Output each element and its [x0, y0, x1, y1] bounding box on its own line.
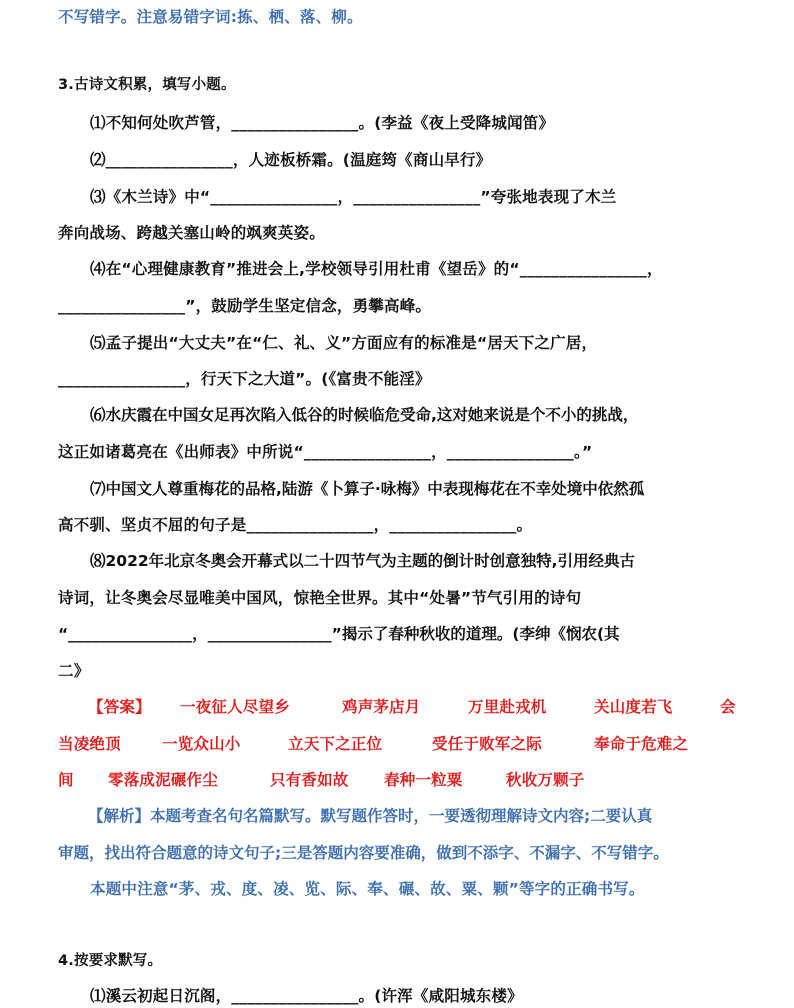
- answer-item: 奉命于危难之: [594, 735, 689, 753]
- answer-item: 鸡声茅店月: [342, 698, 421, 716]
- top-note: 不写错字。注意易错字词:拣、栖、落、柳。: [58, 8, 363, 26]
- answer-label: 【答案】: [88, 698, 151, 716]
- q3-item-7: ⑺中国文人尊重梅花的品格,陆游《卜算子·咏梅》中表现梅花在不幸处境中依然孤: [90, 480, 645, 498]
- answer-item: 春种一粒粟: [384, 771, 463, 789]
- q3-item-8-cont: 诗词，让冬奥会尽显唯美中国风，惊艳全世界。其中“处暑”节气引用的诗句: [58, 589, 582, 607]
- answer-row-1: [88, 696, 778, 718]
- q4-item-1: ⑴溪云初起日沉阁，________________。(许浑《咸阳城东楼》: [90, 987, 523, 1005]
- answer-item: 一览众山小: [162, 735, 241, 753]
- answer-item: 关山度若飞: [594, 698, 673, 716]
- q3-item-4-cont: ________________”，鼓励学生坚定信念，勇攀高峰。: [58, 297, 432, 315]
- answer-item: 间: [58, 771, 74, 789]
- answer-item: 零落成泥碾作尘: [108, 771, 218, 789]
- analysis-line-3: 本题中注意“茅、戎、度、凌、览、际、奉、碾、故、粟、颗”等字的正确书写。: [90, 880, 645, 898]
- q3-item-3-cont: 奔向战场、跨越关塞山岭的飒爽英姿。: [58, 224, 325, 242]
- q3-item-3: ⑶《木兰诗》中“________________，________________”夸张地表现了木兰: [90, 188, 617, 206]
- q3-item-8-cont3: 二》: [58, 662, 90, 680]
- answer-item: 立天下之正位: [288, 735, 383, 753]
- answer-item: 受任于败军之际: [432, 735, 542, 753]
- analysis-line-2: 审题，找出符合题意的诗文句子;三是答题内容要准确，做到不添字、不漏字、不写错字。: [58, 844, 669, 862]
- q3-item-6: ⑹水庆霞在中国女足再次陷入低谷的时候临危受命,这对她来说是个不小的挑战，: [90, 406, 639, 424]
- q3-item-1: ⑴不知何处吹芦管，________________。(李益《夜上受降城闻笛》: [90, 114, 555, 132]
- answer-item: 只有香如故: [270, 771, 349, 789]
- answer-item: 一夜征人尽望乡: [180, 698, 290, 716]
- answer-row-2: [58, 733, 748, 755]
- answer-item: 会: [720, 698, 736, 716]
- q3-item-7-cont: 高不驯、坚贞不屈的句子是________________，________________。: [58, 516, 533, 534]
- q3-item-5-cont: ________________，行天下之大道”。(《富贵不能淫》: [58, 370, 431, 388]
- q3-heading: 3.古诗文积累，填写小题。: [58, 77, 236, 93]
- analysis-line-1: 【解析】本题考查名句名篇默写。默写题作答时，一要透彻理解诗文内容;二要认真: [88, 807, 653, 825]
- answer-item: 万里赴戎机: [468, 698, 547, 716]
- q3-item-5: ⑸孟子提出“大丈夫”在“仁、礼、义”方面应有的标准是“居天下之广居，: [90, 334, 598, 352]
- answer-item: 当凌绝顶: [58, 735, 121, 753]
- answer-row-3: [58, 769, 748, 791]
- q3-item-8-cont2: “________________，________________”揭示了春种秋收的道理。(李绅《悯农(其: [58, 625, 620, 643]
- q3-item-2: ⑵________________，人迹板桥霜。(温庭筠《商山早行》: [90, 151, 492, 169]
- q3-item-8: ⑻2022年北京冬奥会开幕式以二十四节气为主题的倒计时创意独特,引用经典古: [90, 552, 636, 570]
- answer-item: 秋收万颗子: [506, 771, 585, 789]
- q3-item-6-cont: 这正如诸葛亮在《出师表》中所说“________________，________________。”: [58, 443, 593, 461]
- q3-item-4: ⑷在“心理健康教育”推进会上,学校领导引用杜甫《望岳》的“________________，: [90, 260, 663, 278]
- q4-heading: 4.按要求默写。: [58, 953, 163, 969]
